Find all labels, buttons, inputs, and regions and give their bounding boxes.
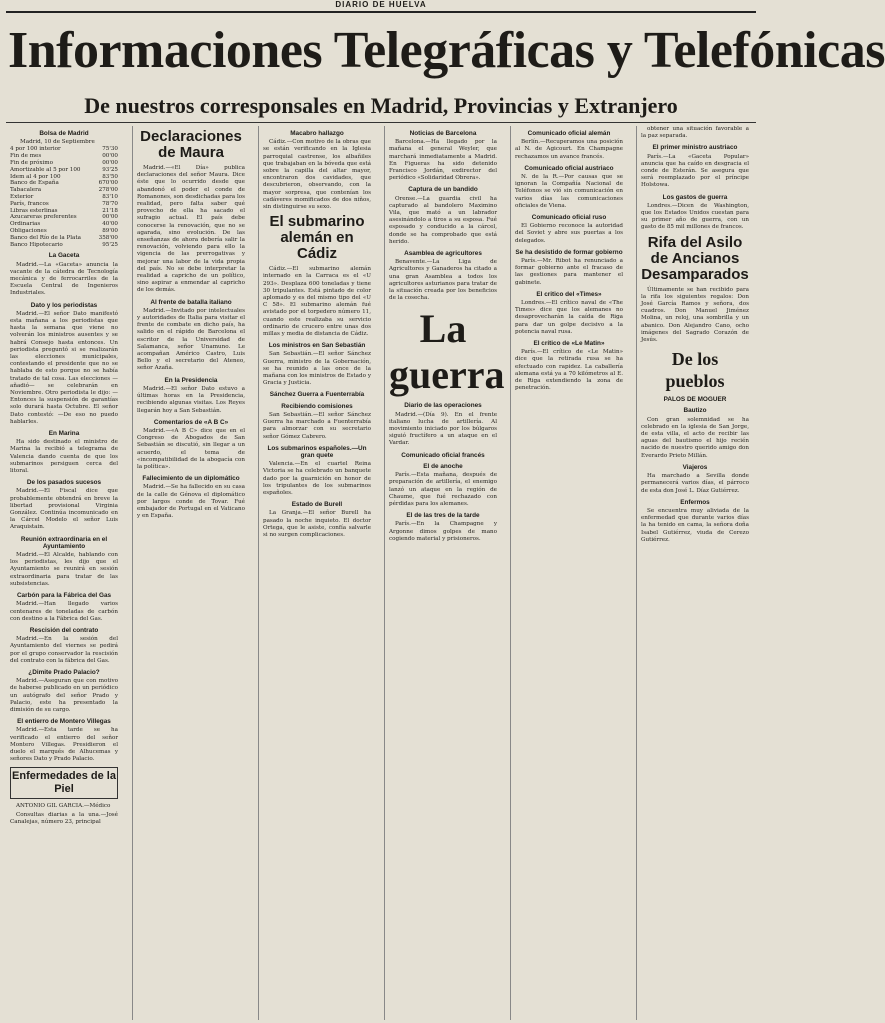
quote-value: 21'18 [102,207,118,214]
macabro-text: Cádiz.—Con motivo de la obras que se están verificando en la Iglesia parroquial castrense, los albañiles que trabajaban en la bóveda que está sobre la capilla del altar mayor, encontraron dos cavidades, que descubrieron, observando, con la mayor sorpresa, que contenían los cadáveres momificados de dos niños, sin distinguirse su sexo. [263,139,371,211]
column-6 [636,126,753,1020]
quote-name: Tabacalera [10,187,42,194]
quote-row [10,242,118,249]
column-4 [384,126,505,1020]
matin-heading: El crítico de «Le Matin» [533,340,605,348]
enfermos-text: Se encuentra muy aliviada de la enfermedad que durante varios días la ha tenido en cama, la señora doña Isabel Gutiérrez, viuda de Cerezo Gutiérrez. [641,507,749,543]
column-1 [6,126,122,1020]
comentarios-text: Madrid.—«A B C» dice que en el Congreso de Abogados de San Sebastián se discutió, sin llegar a un acuerdo, el tema de «incompatibilidad de la abogacía con la política». [137,427,245,470]
rescision-heading: Rescisión del contrato [29,626,99,634]
quote-row [10,235,118,242]
quote-value: 93'25 [102,166,118,173]
gobierno-heading: Se ha desistido de formar gobierno [515,248,623,256]
subhead-rule [6,122,756,123]
sanchez-guerra-subheading: Recibiendo comisiones [281,402,353,410]
masthead-rule [6,11,756,13]
quote-name: París, francos [10,200,49,207]
agricultores-heading: Asamblea de agricultores [404,250,482,258]
gobierno-text: París.—Mr. Ribot ha renunciado a formar gobierno ante el fracaso de las gestiones para mantener el gabinete. [515,258,623,286]
submarino-text: Cádiz.—El submarino alemán internado en la Carraca es el «U 293». Desplaza 600 toneladas y tiene 30 tripulantes. Está pintado de color aplomado y es del mismo tipo del «U C 58». El submarino alemán fué avistado por el torpedero número 11, cuando este realizaba su servicio ordinario de crucero entre unas dos millas y media de distancia de Cádiz. [263,266,371,338]
gaceta-text: Madrid.—La «Gaceta» anuncia la vacante de la cátedra de Tecnología mecánica y de ferrocarriles de la Escuela Central de Ingenieros Industriales. [10,261,118,297]
masthead: DIARIO DE HUELVA [335,0,427,9]
quote-row [10,180,118,187]
quote-value: 40'00 [102,221,118,228]
quote-value: 95'25 [102,241,118,248]
quote-name: Fin de mes [10,153,42,160]
gastos-text: Londres.—Dicen de Washington, que los Estados Unidos cuestan para su primer año de guerra, con un gasto de 85 mil millones de francos. [641,202,749,231]
quote-value: 83'10 [102,193,118,200]
austriaco-text: N. de la R.—Por causas que se ignoran la Compañía Nacional de Teléfonos se vió sin comunicación en varios días las comunicaciones oficiales de Viena. [515,174,623,209]
montero-heading: El entierro de Montero Villegas [17,718,111,726]
quote-value: 358'00 [98,234,118,241]
column-5 [510,126,627,1020]
pasados-text: Madrid.—El Fiscal dice que probablemente obtendrá en breve la libertad provisional Virginia González. Continúa incomunicado en la Cárcel Modelo el señor Luis Araquistain. [10,488,118,531]
quote-name: Exterior [10,193,34,200]
enfermos-heading: Enfermos [680,498,710,506]
quote-row [10,214,118,221]
rescision-text: Madrid.—En la sesión del Ayuntamiento del viernes se pedirá por el grupo conservador la rescisión del contrato con la fábrica del Gas. [10,636,118,664]
times-text: Londres.—El crítico naval de «The Times» dice que los alemanes no desaprovecharán la caída de Riga para dar un golpe decisivo a la potencia naval rusa. [515,300,623,335]
quote-value: 670'00 [98,180,118,187]
espanoles-text: Valencia.—En el cuartel Reina Victoria se ha celebrado un banquete dado por la guarnición en honor de los tripulantes de los submarinos españoles. [263,461,371,496]
quote-value: 278'00 [98,187,118,194]
sanchez-guerra-text: San Sebastián.—El señor Sánchez Guerra ha marchado a Fuenterrabía para almorzar con su secretario señor Gómez Cabrero. [263,411,371,440]
presidencia-heading: En la Presidencia [164,376,218,384]
comentarios-heading: Comentarios de «A B C» [153,418,229,426]
rifa-text: Últimamente se han recibido para la rifa los siguientes regalos: Don José García Ramos y señora, dos cuadros. Don Manuel Jiménez Molina, un reloj, una sombrilla y un abanico. Don Alejandro Cano, ocho imágenes del Sagrado Corazón de Jesús. [641,286,749,344]
diario-heading: Diario de las operaciones [404,402,482,410]
frances-subheading: El de anoche [423,462,463,470]
column-2 [132,126,249,1020]
bolsa-date: Madrid, 10 de Septiembre [20,139,95,146]
frances-text: París.—Esta mañana, después de preparación de artillería, el enemigo lanzó un ataque en la región de Chaume, que fué rechazado con pérdidas para los alemanes. [389,472,497,507]
maura-text: Madrid.—«El Día» publica declaraciones del señor Maura. Dice éste que lo ocurrido desde que abandonó el poder el conde de Romanones, son desdichadas para los realidad, pero falta saber qué provecho de ella ha sacado el sufragio actual. El país debe conocerse la renovación, que no se agarada, sino evolución. De las enseñanzas de ahora debería salir la renovación, volviendo para ello la vigencia de las prerrogativas y mejorar una labor de la vida propia del país. No se debe interpretar la realidad a capricho de un político, sino aspirar a enmendar al capricho de los demás. [137,165,245,294]
piel-ad-heading: Enfermedades de la Piel [10,767,118,799]
aleman-text: Berlín.—Recuperamos una posición al N. de Agicourt. En Champagne rechazamos un avance francés. [515,139,623,160]
pueblos-heading: De los pueblos [665,349,725,392]
carbon-text: Madrid.—Han llegado varios centenares de toneladas de carbón con destino a la Fábrica del Gas. [10,601,118,622]
guerra-heading: La guerra [389,306,505,398]
espanoles-heading: Los submarinos españoles.—Un gran quete [267,444,367,459]
reunion-heading: Reunión extraordinaria en el Ayuntamiento [20,535,108,550]
ruso-text: El Gobierno reconoce la autoridad del Soviet y abre sus puertas a los delegados. [515,223,623,244]
quotes-list [10,146,118,248]
quote-name: 4 por 100 interior [10,146,61,153]
viajeros-heading: Viajeros [682,463,708,471]
matin-text: París.—El crítico de «Le Matin» dice que la retirada rusa se ha efectuado con rapidez. La caballería alemana está ya a 70 kilómetros al E. de Riga extendiendo la zona de penetración. [515,349,623,392]
quote-row [10,194,118,201]
bautizo-text: Con gran solemnidad se ha celebrado en la iglesia de San Jorge, de esta villa, el acto de recibir las aguas del bautismo el hijo recién nacido de nuestro querido amigo don Everardo Prieto Millán. [641,416,749,459]
reunion-text: Madrid.—El Alcalde, hablando con los periodistas, les dijo que el Ayuntamiento se reunirá en sesión extraordinaria para tratar de las subsistencias. [10,552,118,587]
quote-row [10,228,118,235]
quote-name: Banco de España [10,180,59,187]
quote-row [10,146,118,153]
article-columns [6,126,758,1020]
prado-heading: ¿Dimite Prado Palacio? [28,668,100,676]
ministro-heading: El primer ministro austriaco [652,144,738,152]
quote-name: Idem al 4 por 100 [10,173,61,180]
quote-value: 89'00 [102,227,118,234]
tres-heading: El de las tres de la tarde [406,512,480,520]
batalla-heading: Al frente de batalla italiano [150,298,232,306]
bandido-heading: Captura de un bandido [408,186,478,194]
quote-name: Azucareras preferentes [10,214,77,221]
sanchez-guerra-heading: Sánchez Guerra a Fuenterrabía [269,391,365,399]
piel-ad-doctor: ANTONIO GIL GARCIA.—Médico [16,803,111,810]
prado-text: Madrid.—Aseguran que con motivo de haberse publicado en un periódico un autógrafo del señor Prado y Palacio, este ha presentado la dimisión de su cargo. [10,678,118,713]
quote-name: Banco del Río de la Plata [10,234,81,241]
quote-row [10,153,118,160]
ruso-heading: Comunicado oficial ruso [531,214,607,222]
submarino-heading: El submarino alemán en Cádiz [269,213,365,263]
quote-name: Ordinarias [10,221,41,228]
quote-row [10,208,118,215]
batalla-text: Madrid.—Invitado por intelectuales y autoridades de Italia para visitar el frente de combate en dicho país, ha salido en el rápido de Barcelona el escritor de la Universidad de Salamanca, señor Unamuno. Le acompañan Américo Castro, Luis Bello y el secretario del Ateneo, señor Azaña. [137,307,245,372]
marina-text: Ha sido destinado el ministro de Marina la recibió a telegrama de Valencia dando cuenta de que los submarinos persiguen cerca del litoral. [10,439,118,475]
quote-value: 83'50 [102,173,118,180]
sub-headline: De nuestros corresponsales en Madrid, Provincias y Extranjero [84,93,678,118]
ministro-text: París.—La «Gaceta Popular» anuncia que ha caído en desgracia el conde de Esterán. Se asegura que será reemplazado por el príncipe Holstowa. [641,153,749,189]
quote-name: Libras esterlinas [10,207,58,214]
barcelona-text: Barcelona.—Ha llegado por la mañana el general Weyler, que marchará inmediatamente a Madrid. En Figueras ha sido detenido Francisco Jordán, exdirector del periódico «Solidaridad Obrera». [389,139,497,182]
carbon-heading: Carbón para la Fábrica del Gas [16,592,112,600]
tres-text: París.—En la Champagne y Argonne dimos golpes de mano cogiendo material y prisioneros. [389,521,497,542]
diario-text: Madrid.—(Día 9). En el frente italiano lucha de artillería. Al movimiento iniciado por los búlgaros siguió fructífero a un ataque en el Vardar. [389,411,497,447]
quote-value: 00'00 [102,153,118,160]
burell-heading: Estado de Burell [291,501,343,509]
barcelona-heading: Noticias de Barcelona [409,130,477,137]
quote-row [10,187,118,194]
quote-row [10,201,118,208]
quote-value: 00'00 [102,214,118,221]
quote-name: Fin de próximo [10,160,53,166]
main-headline: Informaciones Telegráficas y Telefónicas [8,22,885,79]
quote-row [10,160,118,167]
agricultores-text: Benavente.—La Liga de Agricultores y Ganaderos ha citado a una gran Asamblea a todos los agricultores asturianos para tratar de la situación creada por los beneficios de la cosecha. [389,259,497,302]
bolsa-heading: Bolsa de Madrid [39,130,89,137]
presidencia-text: Madrid.—El señor Dato estuvo a últimas horas en la Presidencia, recibiendo algunas visitas. Los Reyes llegarán hoy a San Sebastián. [137,385,245,414]
ministros-heading: Los ministros en San Sebastián [268,342,366,350]
quote-value: 00'00 [102,160,118,166]
pasados-heading: De los pasados sucesos [26,479,102,487]
quote-name: Obligaciones [10,227,47,234]
quote-row [10,167,118,174]
piel-ad-address: Consultas diarias a la una.—José Canalejas, número 23, principal [10,811,118,825]
continued-text: obtener una situación favorable a la paz separada. [641,126,749,140]
aleman-heading: Comunicado oficial alemán [527,130,611,137]
dato-text: Madrid.—El señor Dato manifestó esta mañana a los periodistas que hasta la semana que viene no volverán los ministros ausentes y se habrá Consejo hasta entonces. Un periodista preguntó si se realizarán las elecciones municipales, contestando el presidente que no se hablaba de esto porque no se había tratado de tal cosa. Las elecciones —añadió— se celebrarán en Noviembre. Otro periodista le dijo: —Entonces la suspensión de garantías solo durará hasta Octubre. El señor Dato contestó: —De eso no puedo hablarles. [10,310,118,425]
rifa-heading: Rifa del Asilo de Ancianos Desamparados [641,233,749,283]
dato-heading: Dato y los periodistas [30,301,98,309]
frances-heading: Comunicado oficial francés [401,451,485,459]
maura-heading: Declaraciones de Maura [140,128,242,161]
marina-heading: En Marina [48,430,80,438]
macabro-heading: Macabro hallazgo [290,130,344,137]
times-heading: El critico del «Times» [536,290,602,298]
ministros-text: San Sebastián.—El señor Sánchez Guerra, ministro de la Gobernación, se ha reunido a las once de la mañana con los ministros de Estado y Gracia y Justicia. [263,351,371,387]
diplomatico-text: Madrid.—Se ha fallecido en su casa de la calle de Génova el diplomático por largos conde de Tovar. Fué embajador de Portugal en el Vaticano y en España. [137,484,245,520]
austriaco-heading: Comunicado oficial austriaco [524,164,614,172]
quote-row [10,221,118,228]
bautizo-heading: Bautizo [683,407,707,415]
gaceta-heading: La Gaceta [48,252,80,260]
bandido-text: Orense.—La guardia civil ha capturado al bandolero Maximino Vila, que mató a un labrador asesinándolo a tiros a su esposa. Fué esposado y conducido a la cárcel, donde se ha comprobado que está herido. [389,195,497,245]
palos-heading: PALOS DE MOGUER [663,396,727,404]
quote-name: Amortizable al 5 por 100 [10,166,81,173]
diplomatico-heading: Fallecimiento de un diplomático [142,475,240,483]
montero-text: Madrid.—Esta tarde se ha verificado el entierro del señor Montero Villegas. Presidieron el duelo el marqués de Alhucemas y señores Dato y Prado Palacio. [10,727,118,763]
quote-value: 75'30 [102,146,118,153]
gastos-heading: Los gastos de guerra [662,193,728,201]
column-3 [258,126,375,1020]
quote-name: Banco Hipotecario [10,241,63,248]
burell-text: La Granja.—El señor Burell ha pasado la noche inquieto. El doctor Ortega, que le asiste, confía salvarle si no surgen complicaciones. [263,510,371,538]
viajeros-text: Ha marchado a Sevilla donde permanecerá varios días, el párroco de esta don José L. Díaz Gutiérrez. [641,473,749,494]
quote-value: 78'70 [102,200,118,207]
